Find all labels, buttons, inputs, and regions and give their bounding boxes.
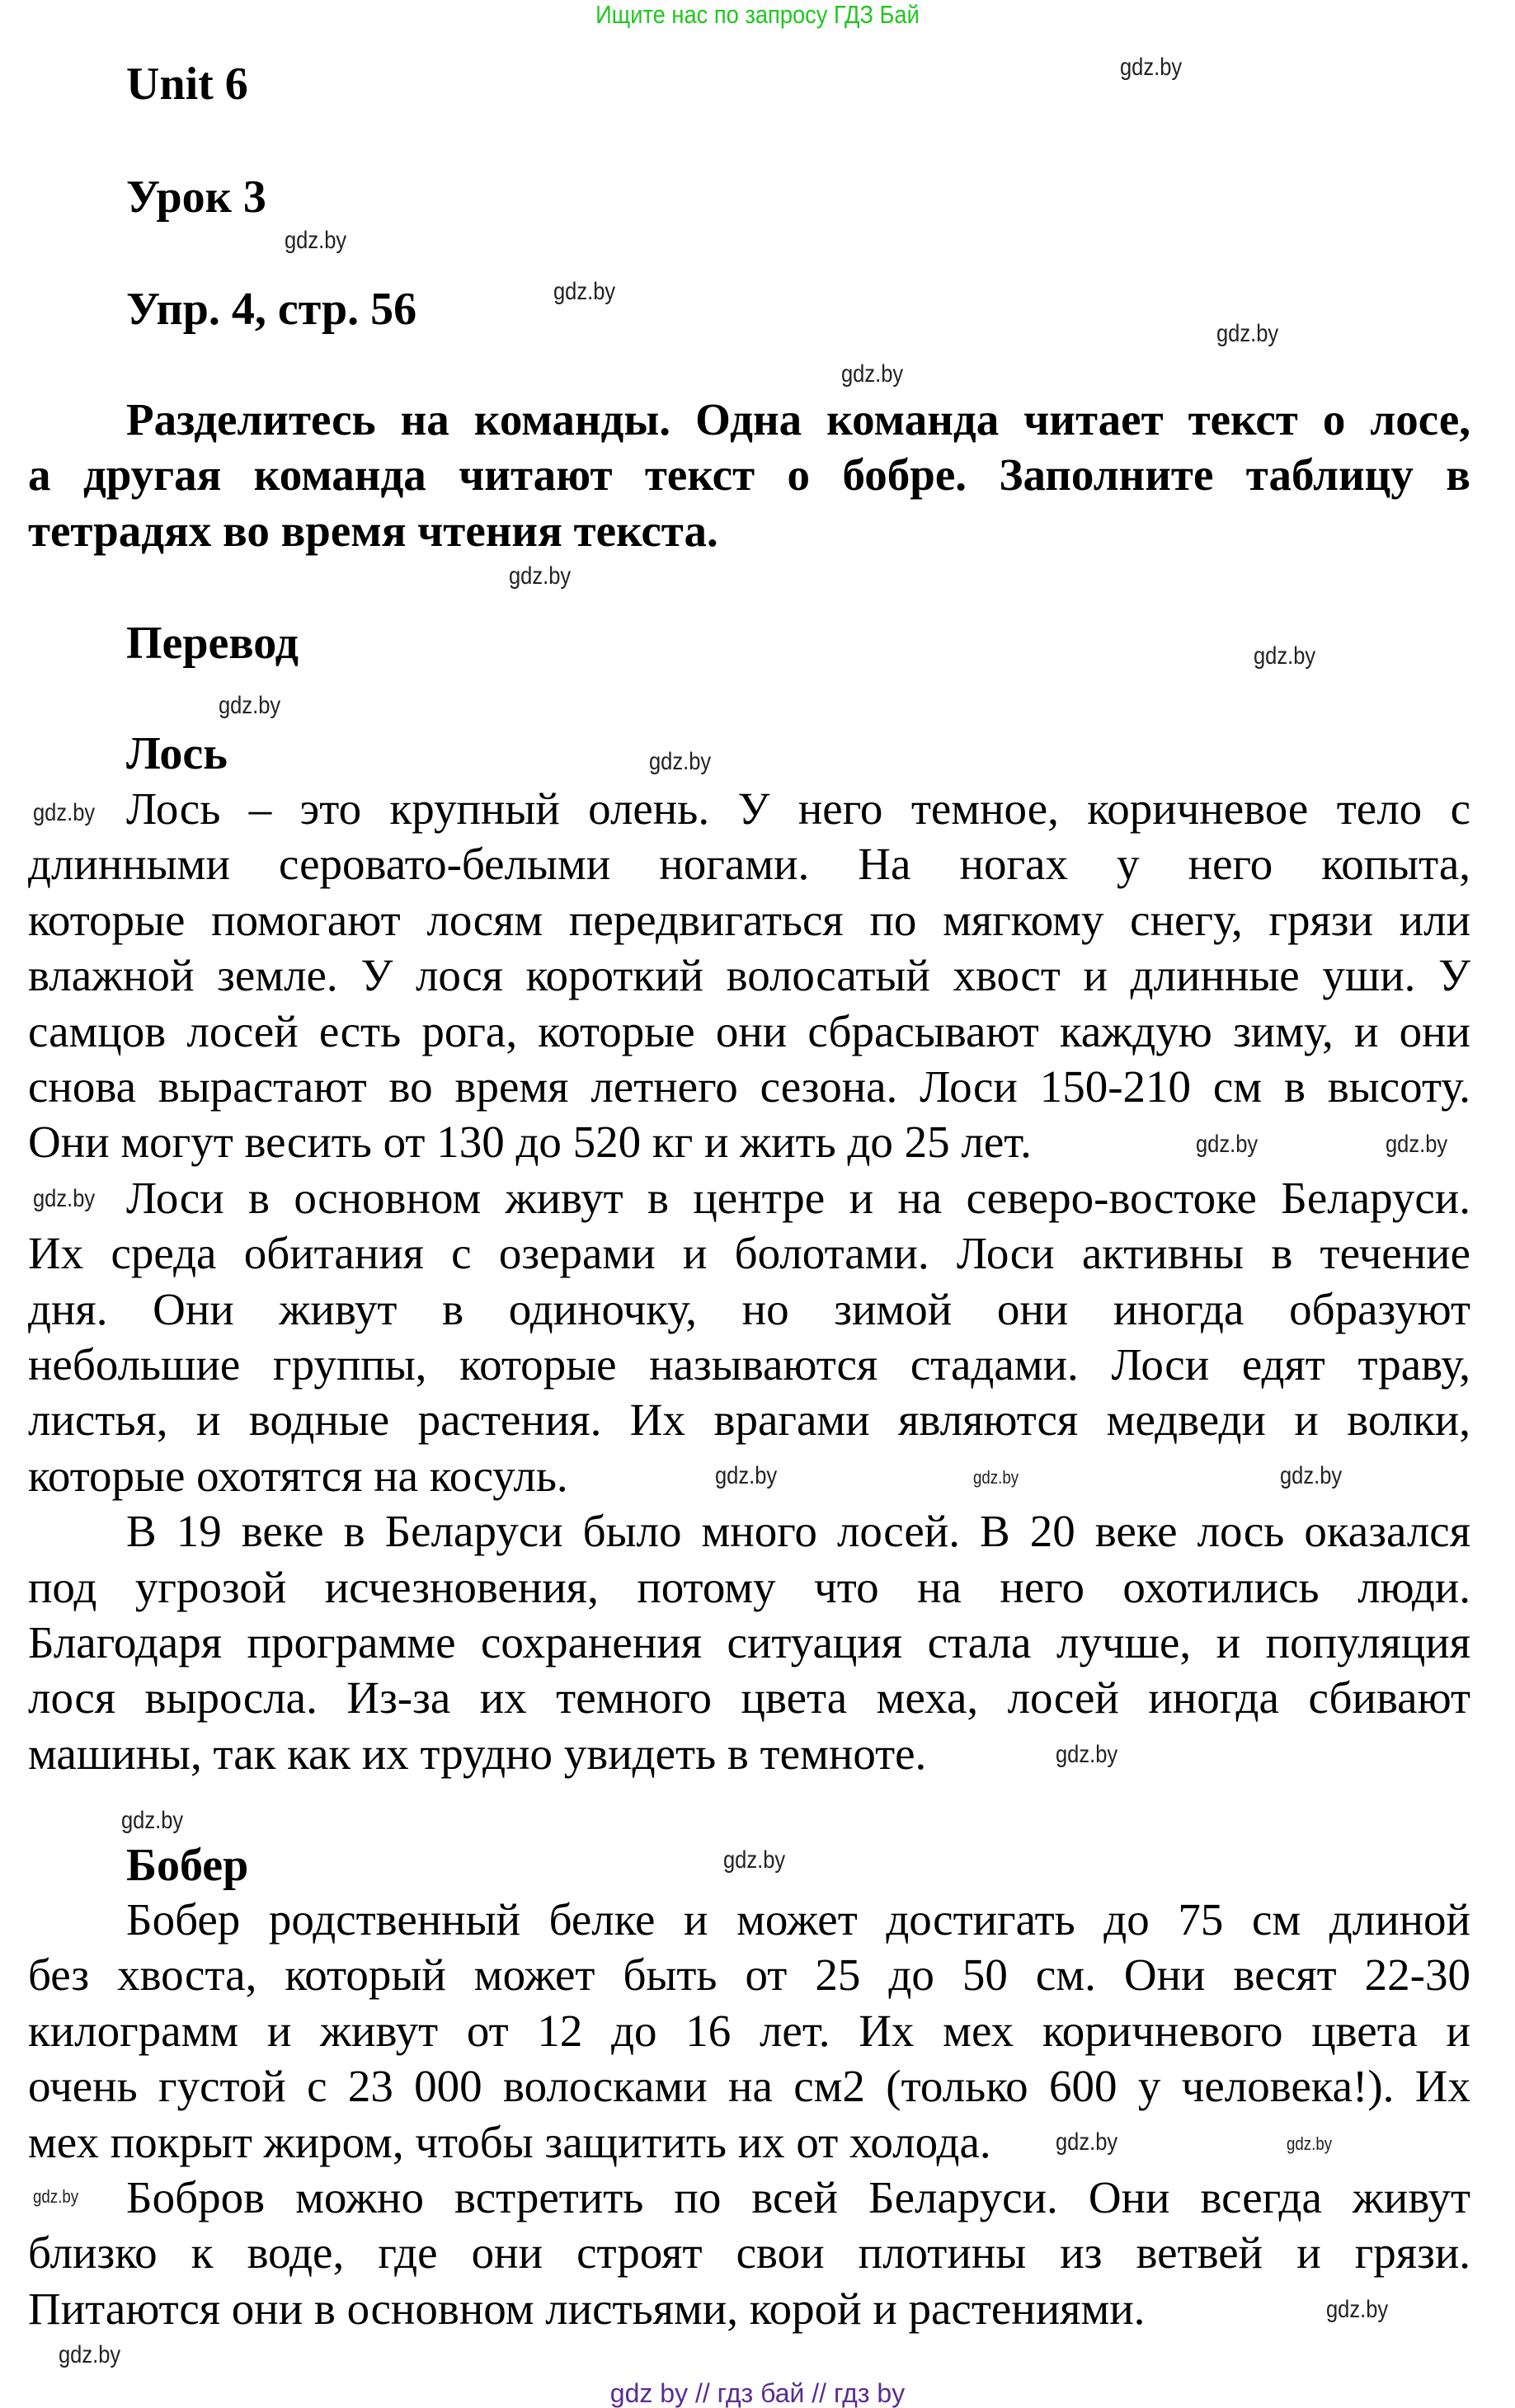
paragraph-line: мех покрыт жиром, чтобы защитить их от холода. [28, 2116, 991, 2167]
watermark-text: gdz.by [1254, 642, 1316, 670]
watermark-text: gdz.by [1280, 1462, 1343, 1489]
paragraph-line: машины, так как их трудно увидеть в темноте. [28, 1728, 927, 1779]
unit-heading: Unit 6 [126, 59, 248, 110]
watermark-text: gdz.by [1196, 1131, 1259, 1158]
watermark-text: gdz.by [1287, 2133, 1333, 2154]
translation-heading: Перевод [126, 618, 299, 669]
moose-heading: Лось [126, 728, 228, 779]
paragraph-line: листья, и водные растения. Их врагами являются медведи и волки, [28, 1394, 1470, 1446]
paragraph-line: небольшие группы, которые называются стадами. Лоси едят траву, [28, 1339, 1470, 1390]
watermark-text: gdz.by [219, 692, 281, 719]
paragraph-line: Лоси в основном живут в центре и на северо-востоке Беларуси. [126, 1172, 1470, 1223]
footer-links[interactable]: gdz by // гдз бай // гдз by [609, 2378, 906, 2408]
watermark-text: gdz.by [1326, 2296, 1389, 2323]
paragraph-line: близко к воде, где они строят свои плотины из ветвей и грязи. [28, 2227, 1470, 2279]
paragraph-line: дня. Они живут в одиночку, но зимой они иногда образуют [28, 1283, 1470, 1334]
watermark-text: gdz.by [1120, 54, 1183, 81]
watermark-text: gdz.by [285, 227, 347, 254]
exercise-heading: Упр. 4, стр. 56 [126, 284, 417, 335]
paragraph-line: которые охотятся на косуль. [28, 1450, 568, 1501]
search-banner[interactable]: Ищите нас по запросу ГДЗ Бай [595, 0, 920, 29]
watermark-text: gdz.by [1216, 320, 1279, 347]
paragraph-line: очень густой с 23 000 волосками на см2 (только 600 у человека!). Их [28, 2061, 1470, 2112]
watermark-text: gdz.by [33, 2186, 79, 2207]
paragraph-line: Благодаря программе сохранения ситуация стала лучше, и популяция [28, 1617, 1470, 1667]
instruction-line: а другая команда читают текст о бобре. Заполните таблицу в [28, 449, 1470, 501]
watermark-text: gdz.by [121, 1807, 184, 1834]
watermark-text: gdz.by [649, 748, 712, 775]
instruction-line: Разделитесь на команды. Одна команда читает текст о лосе, [126, 394, 1470, 444]
watermark-text: gdz.by [553, 278, 616, 305]
paragraph-line: влажной земле. У лося короткий волосатый хвост и длинные уши. У [28, 950, 1470, 1001]
paragraph-line: под угрозой исчезновения, потому что на него охотились люди. [28, 1561, 1470, 1612]
paragraph-line: снова вырастают во время летнего сезона. Лоси 150-210 см в высоту. [28, 1061, 1470, 1112]
paragraph-line: В 19 веке в Беларуси было много лосей. В 20 веке лось оказался [126, 1506, 1470, 1557]
watermark-text: gdz.by [1056, 1741, 1118, 1768]
watermark-text: gdz.by [841, 360, 904, 388]
instruction-line: тетрадях во время чтения текста. [28, 505, 718, 556]
paragraph-line: длинными серовато-белыми ногами. На ногах у него копыта, [28, 839, 1470, 890]
watermark-text: gdz.by [1056, 2128, 1118, 2156]
watermark-text: gdz.by [973, 1467, 1019, 1488]
paragraph-line: Питаются они в основном листьями, корой и растениями. [28, 2283, 1146, 2334]
paragraph-line: без хвоста, который может быть от 25 до 50 см. Они весят 22-30 [28, 1949, 1470, 2001]
paragraph-line: Их среда обитания с озерами и болотами. Лоси активны в течение [28, 1228, 1470, 1279]
paragraph-line: которые помогают лосям передвигаться по мягкому снегу, грязи или [28, 894, 1470, 945]
paragraph-line: Бобров можно встретить по всей Беларуси. Они всегда живут [126, 2172, 1470, 2222]
watermark-text: gdz.by [1386, 1131, 1448, 1158]
watermark-text: gdz.by [509, 562, 572, 590]
watermark-text: gdz.by [59, 2341, 121, 2368]
beaver-heading: Бобер [126, 1840, 249, 1891]
watermark-text: gdz.by [723, 1846, 786, 1874]
paragraph-line: Лось – это крупный олень. У него темное, коричневое тело с [126, 783, 1470, 834]
lesson-heading: Урок 3 [126, 172, 266, 223]
paragraph-line: лося выросла. Из-за их темного цвета меха, лосей иногда сбивают [28, 1672, 1470, 1724]
paragraph-line: Бобер родственный белке и может достигать до 75 см длиной [126, 1894, 1470, 1945]
paragraph-line: Они могут весить от 130 до 520 кг и жить до 25 лет. [28, 1117, 1032, 1168]
watermark-text: gdz.by [715, 1462, 778, 1489]
paragraph-line: килограмм и живут от 12 до 16 лет. Их мех коричневого цвета и [28, 2005, 1470, 2056]
paragraph-line: самцов лосей есть рога, которые они сбрасывают каждую зиму, и они [28, 1005, 1470, 1056]
watermark-text: gdz.by [33, 1185, 96, 1212]
watermark-text: gdz.by [33, 799, 96, 826]
